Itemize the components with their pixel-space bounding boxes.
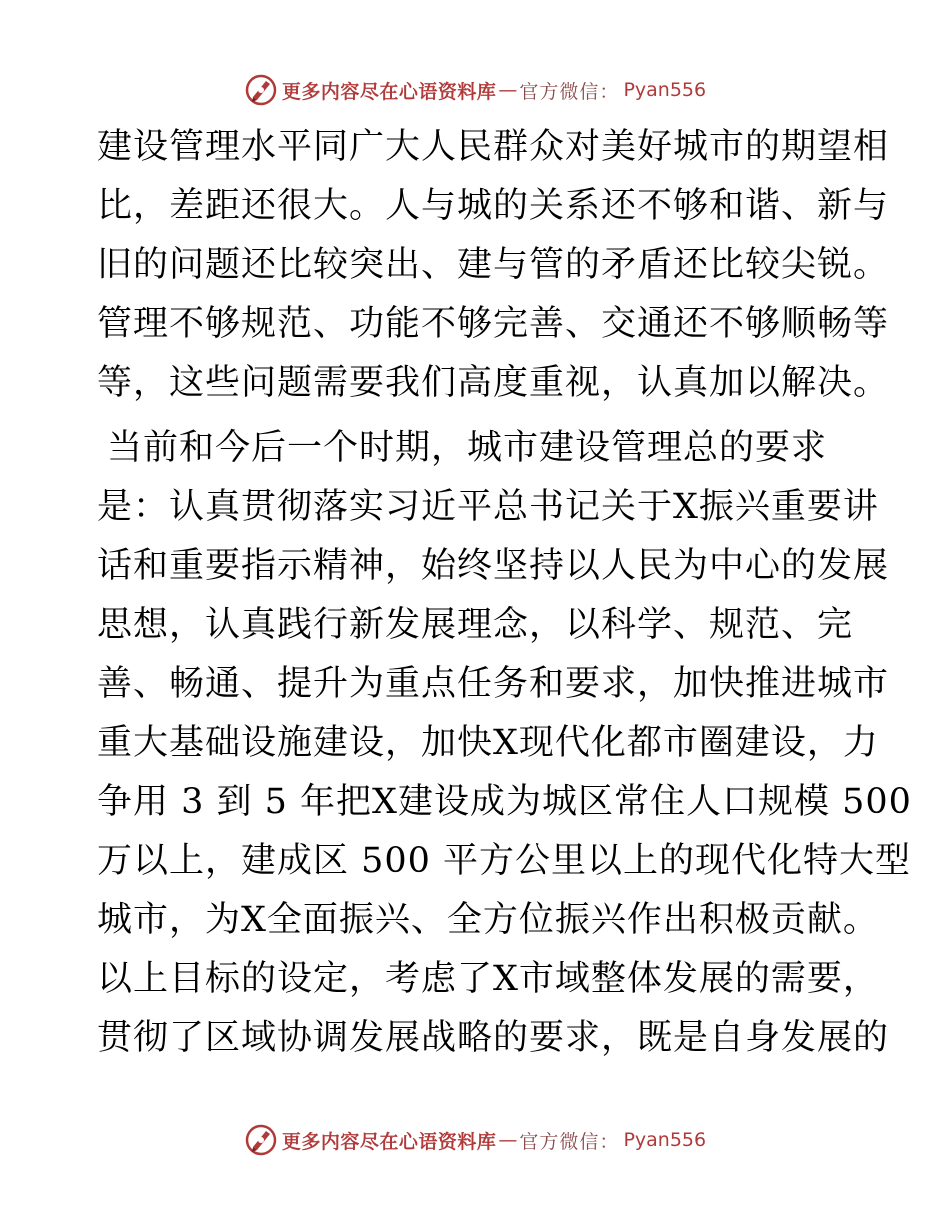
header-wechat-id: Pyan556 — [623, 79, 707, 101]
text-line: 善、畅通、提升为重点任务和要求，加快推进城市 — [97, 664, 890, 704]
text-line: 建设管理水平同广大人民群众对美好城市的期望相 — [97, 127, 890, 167]
paragraph-1 — [97, 118, 890, 413]
footer-brand-text: 更多内容尽在心语资料库 — [281, 1130, 497, 1153]
text-line: 是：认真贯彻落实习近平总书记关于X振兴重要讲 — [97, 487, 879, 527]
text-line: 比，差距还很大。人与城的关系还不够和谐、新与 — [97, 186, 890, 226]
text-line: 争用 3 到 5 年把X建设成为城区常住人口规模 500 — [97, 782, 912, 822]
text-line: 贯彻了区域协调发展战略的要求，既是自身发展的 — [97, 1018, 890, 1058]
text-line: 万以上，建成区 500 平方公里以上的现代化特大型 — [97, 841, 912, 881]
text-line: 以上目标的设定，考虑了X市域整体发展的需要， — [97, 959, 879, 999]
footer-wechat-id: Pyan556 — [623, 1129, 707, 1151]
text-line: 当前和今后一个时期，城市建设管理总的要求 — [107, 428, 828, 468]
pen-logo-icon — [244, 1123, 278, 1157]
text-line: 思想，认真践行新发展理念，以科学、规范、完 — [97, 605, 854, 645]
text-line: 话和重要指示精神，始终坚持以人民为中心的发展 — [97, 546, 890, 586]
header-brand-text: 更多内容尽在心语资料库 — [281, 80, 497, 103]
text-line: 等，这些问题需要我们高度重视，认真加以解决。 — [97, 363, 890, 403]
header-banner — [0, 70, 950, 110]
text-line: 重大基础设施建设，加快X现代化都市圈建设，力 — [97, 723, 879, 763]
header-official-label: 官方微信： — [519, 80, 620, 103]
footer-dash: — — [498, 1129, 518, 1151]
pen-logo-icon — [244, 73, 278, 107]
footer-banner — [0, 1120, 950, 1160]
footer-official-label: 官方微信： — [519, 1130, 620, 1153]
paragraph-2 — [97, 419, 912, 1068]
document-body — [97, 118, 912, 1068]
header-dash: — — [498, 79, 518, 101]
text-line: 管理不够规范、功能不够完善、交通还不够顺畅等 — [97, 304, 890, 344]
text-line: 旧的问题还比较突出、建与管的矛盾还比较尖锐。 — [97, 245, 890, 285]
text-line: 城市，为X全面振兴、全方位振兴作出积极贡献。 — [97, 900, 879, 940]
